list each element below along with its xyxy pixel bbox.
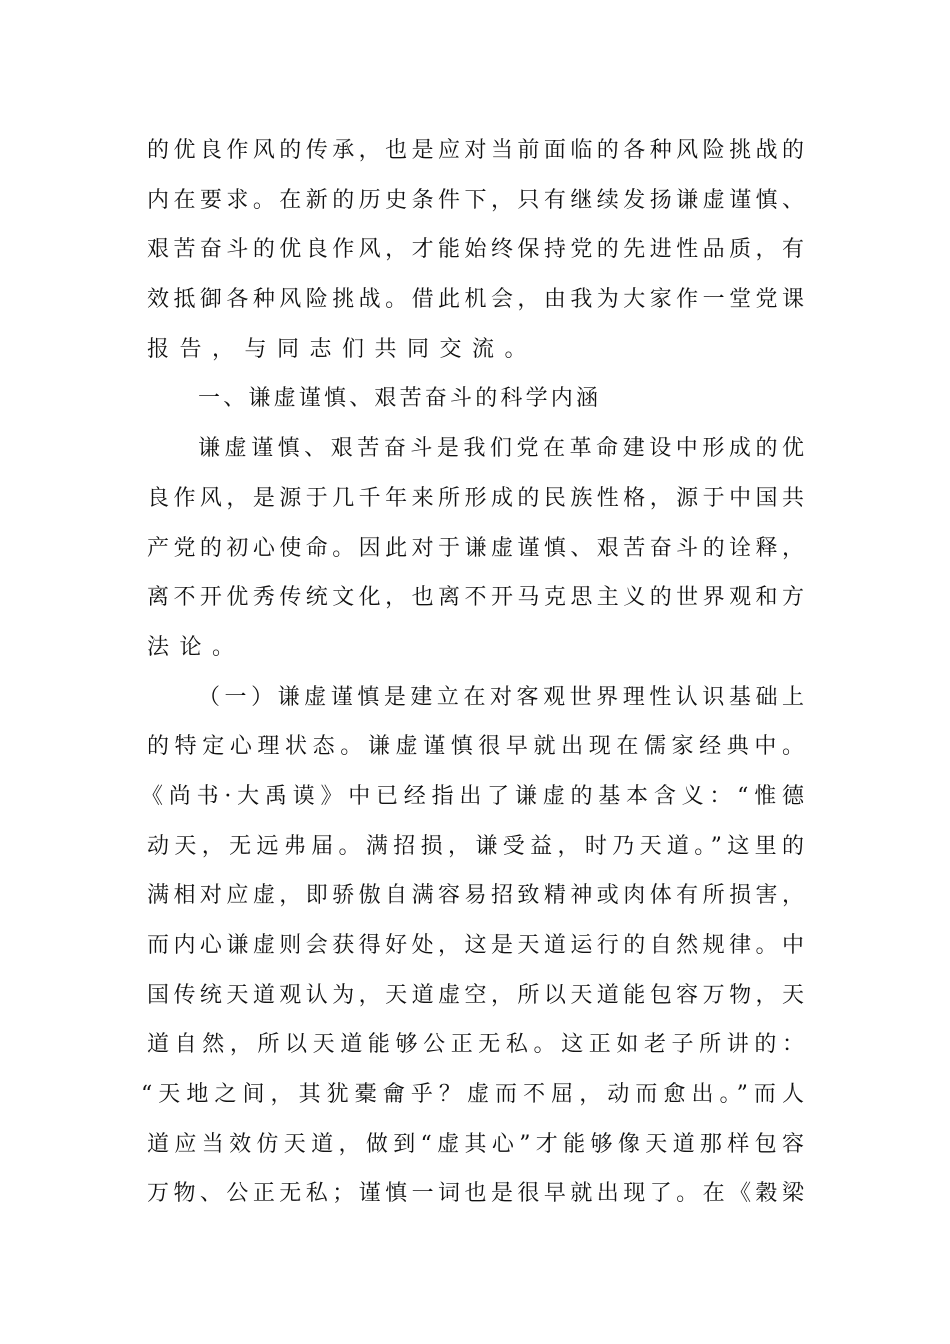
text-line-quote: “天地之间，其犹橐龠乎？虚而不屈，动而愈出。”而人 <box>141 1082 804 1108</box>
document-body <box>141 130 804 1223</box>
text-line: 的优良作风的传承，也是应对当前面临的各种风险挑战的 <box>147 138 804 163</box>
text-line-paragraph-end: 报告，与同志们共同交流。 <box>147 336 538 362</box>
text-line: 效抵御各种风险挑战。借此机会，由我为大家作一堂党课 <box>147 287 804 313</box>
text-line: 内在要求。在新的历史条件下，只有继续发扬谦虚谨慎、 <box>147 187 804 213</box>
text-line-quote: 《尚书·大禹谟》中已经指出了谦虚的基本含义：“惟德 <box>141 783 804 809</box>
section-heading: 一、谦虚谨慎、艰苦奋斗的科学内涵 <box>198 386 602 412</box>
text-line: 道自然，所以天道能够公正无私。这正如老子所讲的： <box>147 1032 804 1058</box>
text-line: 道应当效仿天道，做到“虚其心”才能够像天道那样包容 <box>147 1131 804 1157</box>
text-line: 万物、公正无私；谨慎一词也是很早就出现了。在《穀梁 <box>147 1181 804 1207</box>
text-line: 产党的初心使命。因此对于谦虚谨慎、艰苦奋斗的诠释， <box>147 535 804 561</box>
text-line: 离不开优秀传统文化，也离不开马克思主义的世界观和方 <box>147 585 804 611</box>
subsection-paragraph-start: （一）谦虚谨慎是建立在对客观世界理性认识基础上 <box>198 684 804 710</box>
text-line: 而内心谦虚则会获得好处，这是天道运行的自然规律。中 <box>147 933 804 958</box>
text-line-paragraph-end: 法论。 <box>147 634 245 660</box>
text-line: 艰苦奋斗的优良作风，才能始终保持党的先进性品质，有 <box>147 237 804 263</box>
text-line: 的特定心理状态。谦虚谨慎很早就出现在儒家经典中。 <box>147 734 804 760</box>
text-line: 良作风，是源于几千年来所形成的民族性格，源于中国共 <box>147 485 804 511</box>
text-line: 动天，无远弗届。满招损，谦受益，时乃天道。”这里的 <box>147 833 804 859</box>
text-line: 满相对应虚，即骄傲自满容易招致精神或肉体有所损害， <box>147 883 804 909</box>
text-line: 国传统天道观认为，天道虚空，所以天道能包容万物，天 <box>147 982 804 1008</box>
text-line-paragraph-start: 谦虚谨慎、艰苦奋斗是我们党在革命建设中形成的优 <box>198 436 804 462</box>
